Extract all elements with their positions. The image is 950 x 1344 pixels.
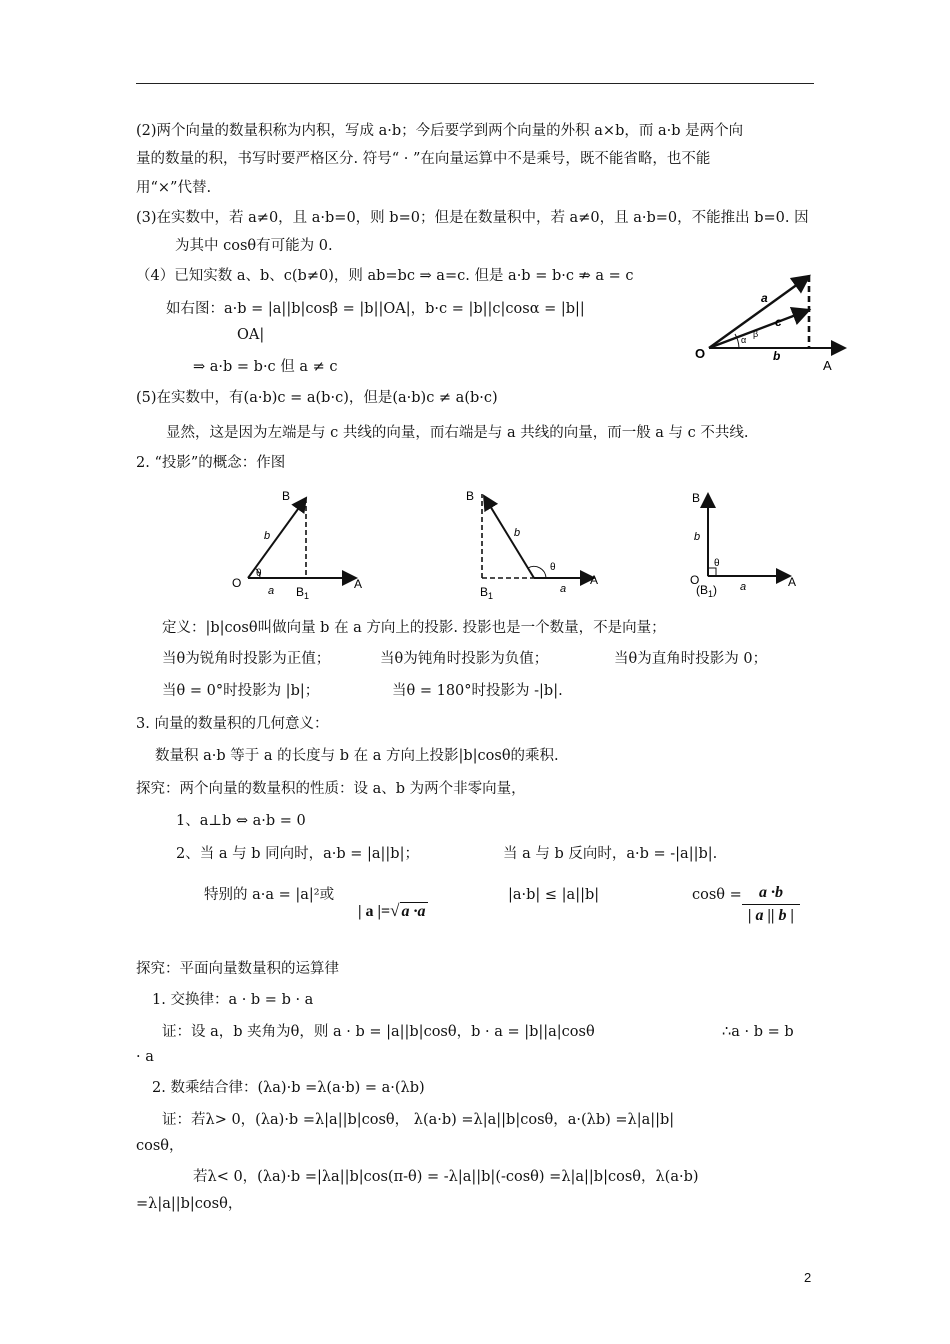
label-vector-a: a — [761, 291, 768, 305]
text-line: 若λ< 0，(λa)·b =|λa||b|cos(π-θ) = -λ|a||b|(-cosθ) =λ|a||b|cosθ，λ(a·b) — [193, 1169, 699, 1185]
text-line: 2、当 a 与 b 同向时，a·b = |a||b|； — [176, 846, 419, 862]
text-line: 当θ = 180°时投影为 -|b|. — [392, 683, 563, 699]
text-line: （4）已知实数 a、b、c(b≠0)，则 ab=bc ⇒ a=c. 但是 a·b = b·c ⇏ a = c — [136, 268, 634, 284]
header-rule — [136, 83, 814, 84]
label-theta: θ — [256, 568, 262, 579]
text-line: 为其中 cosθ有可能为 0. — [175, 238, 333, 254]
text-line: 显然，这是因为左端是与 c 共线的向量，而右端是与 a 共线的向量，而一般 a 与 c 不共线. — [166, 425, 749, 441]
label-vector-a: a — [268, 585, 275, 597]
text-line: 探究：两个向量的数量积的性质：设 a、b 为两个非零向量， — [136, 781, 526, 797]
norm-formula: | a |=√ a ·a — [358, 901, 426, 920]
label-b1: $B_1$ — [480, 585, 494, 601]
text-line: 量的数量的积，书写时要严格区分. 符号“ · ”在向量运算中不是乘号，既不能省略，也不能 — [136, 151, 711, 167]
text-line: cosθ， — [136, 1138, 184, 1154]
label-vector-a: a — [560, 583, 567, 595]
vector-c — [709, 310, 809, 348]
label-alpha: α — [741, 335, 747, 345]
page-number: 2 — [804, 1270, 812, 1285]
label-vector-b: b — [264, 530, 271, 542]
cos-fraction: $\frac{a \cdot b}{| a || b |}$ — [742, 884, 800, 925]
text-line: OA| — [237, 327, 265, 343]
text-line: 当θ = 0°时投影为 |b|； — [162, 683, 320, 699]
label-a-point: A — [788, 575, 797, 589]
text-line: 探究：平面向量数量积的运算律 — [136, 961, 339, 977]
label-b1: $B_1$ — [296, 585, 310, 601]
label-a-point: A — [823, 358, 832, 373]
label-vector-b: b — [514, 527, 521, 539]
label-theta: θ — [714, 558, 720, 569]
section-heading: 2. “投影”的概念：作图 — [136, 455, 286, 471]
label-o: O — [690, 573, 700, 587]
text-line: 如右图：a·b = |a||b|cosβ = |b||OA|，b·c = |b||c|cosα = |b|| — [166, 301, 585, 317]
text-line: 定义：|b|cosθ叫做向量 b 在 a 方向上的投影. 投影也是一个数量，不是向量； — [162, 620, 666, 636]
vector-b — [484, 496, 534, 578]
label-theta: θ — [550, 562, 556, 573]
text-line: 特别的 a·a = |a|²或 — [204, 887, 335, 903]
label-vector-b: b — [773, 349, 781, 363]
label-o: O — [232, 576, 242, 590]
label-vector-c: c — [775, 315, 782, 329]
text-line: |a·b| ≤ |a||b| — [508, 887, 600, 903]
text-line: ∴a · b = b — [722, 1024, 794, 1040]
label-b-point: B — [282, 489, 291, 503]
text-line: (3)在实数中，若 a≠0，且 a·b=0，则 b=0；但是在数量积中，若 a≠0，且 a·b=0，不能推出 b=0. 因 — [136, 210, 809, 226]
vector-figure — [695, 262, 855, 374]
text-line: 数量积 a·b 等于 a 的长度与 b 在 a 方向上投影|b|cosθ的乘积. — [155, 748, 559, 764]
vector-b — [248, 498, 306, 578]
text-line: 证：若λ> 0，(λa)·b =λ|a||b|cosθ， λ(a·b) =λ|a||b|cosθ，a·(λb) =λ|a||b| — [162, 1112, 675, 1128]
text-line: 1. 交换律：a · b = b · a — [152, 992, 314, 1008]
text-line: =λ|a||b|cosθ， — [136, 1196, 243, 1212]
label-beta: β — [753, 329, 759, 339]
text-line: (2)两个向量的数量积称为内积，写成 a·b；今后要学到两个向量的外积 a×b，而 a·b 是两个向 — [136, 123, 744, 139]
text-line: 证：设 a，b 夹角为θ，则 a · b = |a||b|cosθ，b · a = |b||a|cosθ — [162, 1024, 595, 1040]
text-line: 当θ为锐角时投影为正值； — [162, 651, 331, 667]
projection-figure-acute — [226, 484, 376, 602]
label-o: O — [695, 346, 706, 361]
right-angle-mark — [708, 568, 716, 576]
label-a-point: A — [354, 577, 363, 591]
label-b-point: B — [466, 489, 475, 503]
text-line: (5)在实数中，有(a·b)c = a(b·c)，但是(a·b)c ≠ a(b·c) — [136, 390, 498, 406]
label-vector-b: b — [694, 531, 701, 543]
text-line: cosθ = — [692, 887, 742, 903]
text-line: 2. 数乘结合律：(λa)·b =λ(a·b) = a·(λb) — [152, 1080, 425, 1096]
text-line: 用“×”代替. — [136, 180, 212, 196]
section-heading: 3. 向量的数量积的几何意义： — [136, 716, 329, 732]
text-line: 当θ为钝角时投影为负值； — [380, 651, 549, 667]
text-line: · a — [136, 1049, 154, 1065]
text-line: 当 a 与 b 反向时，a·b = -|a||b|. — [503, 846, 718, 862]
vector-a — [709, 276, 809, 348]
label-a-point: A — [590, 573, 599, 587]
text-line: 当θ为直角时投影为 0； — [614, 651, 768, 667]
label-b-point: B — [692, 491, 701, 505]
projection-figure-right — [688, 484, 808, 602]
label-vector-a: a — [740, 581, 747, 593]
text-line: 1、a⊥b ⇔ a·b = 0 — [176, 813, 306, 829]
label-b1: $(B_1)$ — [696, 583, 718, 599]
projection-figure-obtuse — [462, 484, 612, 602]
text-line: ⇒ a·b = b·c 但 a ≠ c — [193, 359, 338, 375]
